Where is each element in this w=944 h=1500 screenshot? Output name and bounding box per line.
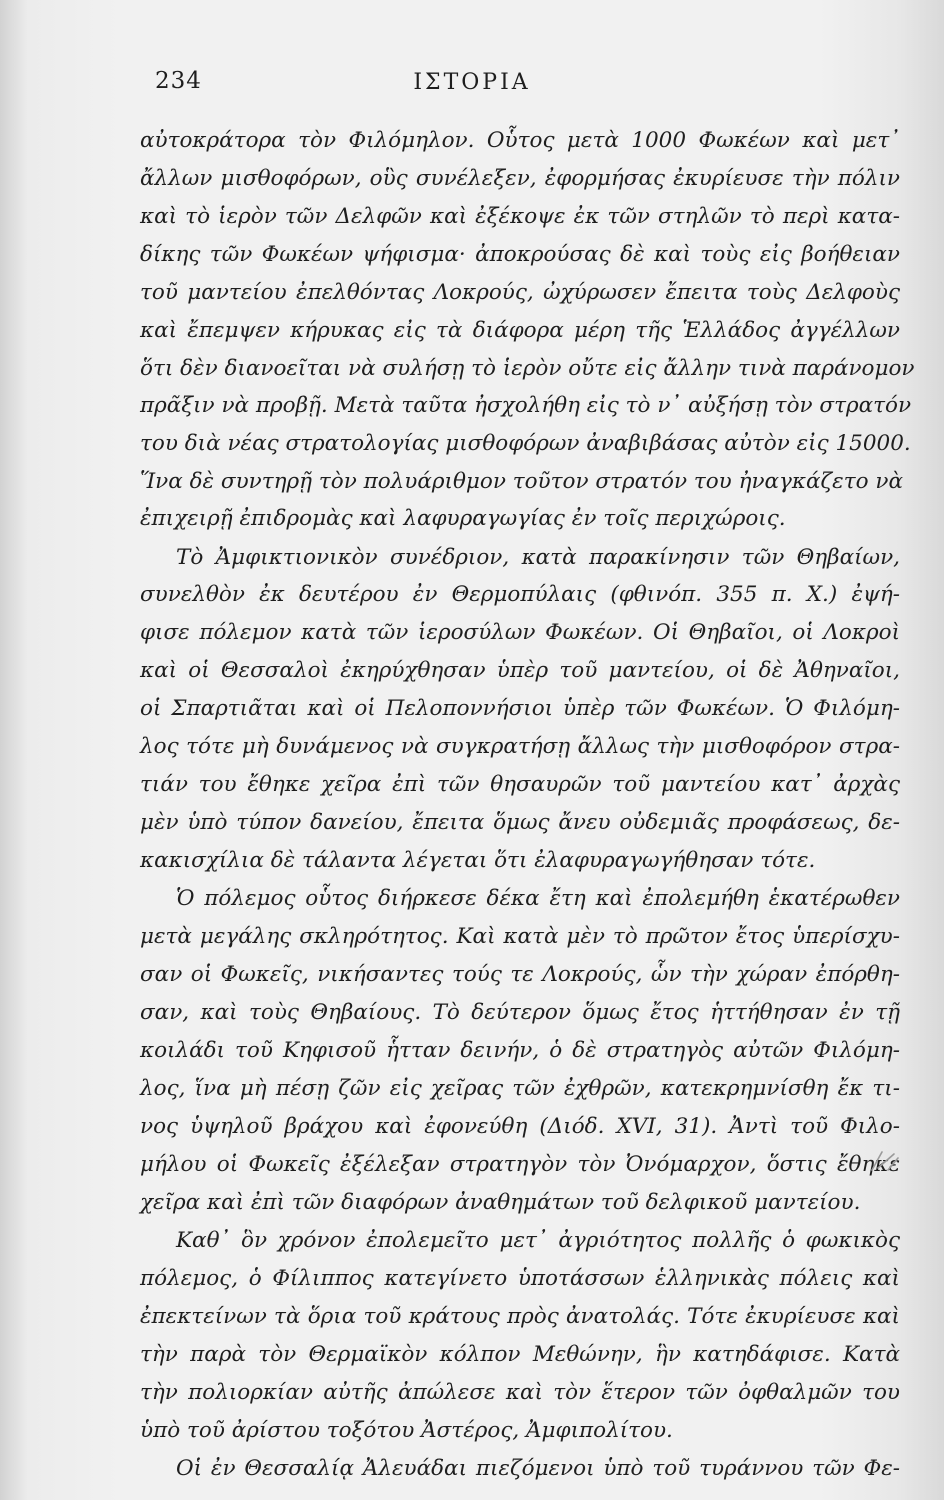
- text-line: μετὰ μεγάλης σκληρότητος. Καὶ κατὰ μὲν τὸ πρῶτον ἔτος ὑπερίσχυ-: [140, 924, 900, 949]
- text-line: μήλου οἱ Φωκεῖς ἐξέλεξαν στρατηγὸν τὸν Ὀνόμαρχον, ὅστις ἔθηκε: [140, 1152, 900, 1177]
- pencil-mark-icon: [868, 1148, 902, 1174]
- page-number: 234: [155, 68, 202, 94]
- text-line: Τὸ Ἀμφικτιονικὸν συνέδριον, κατὰ παρακίνησιν τῶν Θηβαίων,: [176, 545, 900, 570]
- text-line: τοῦ μαντείου ἐπελθόντας Λοκρούς, ὠχύρωσεν ἔπειτα τοὺς Δελφοὺς: [140, 280, 900, 305]
- text-line: σαν, καὶ τοὺς Θηβαίους. Τὸ δεύτερον ὅμως ἔτος ἡττήθησαν ἐν τῇ: [140, 1000, 900, 1025]
- text-line: πόλεμος, ὁ Φίλιππος κατεγίνετο ὑποτάσσων ἑλληνικὰς πόλεις καὶ: [140, 1266, 900, 1291]
- text-line: καὶ ἔπεμψεν κήρυκας εἰς τὰ διάφορα μέρη τῆς Ἑλλάδος ἀγγέλλων: [140, 318, 900, 343]
- text-line: του διὰ νέας στρατολογίας μισθοφόρων ἀναβιβάσας αὐτὸν εἰς 15000.: [140, 431, 911, 456]
- text-line: ἐπεκτείνων τὰ ὅρια τοῦ κράτους πρὸς ἀνατολάς. Τότε ἐκυρίευσε καὶ: [140, 1304, 900, 1329]
- text-line: πρᾶξιν νὰ προβῇ. Μετὰ ταῦτα ἠσχολήθη εἰς τὸ ν᾿ αὐξήσῃ τὸν στρατόν: [140, 393, 912, 418]
- text-line: Ὁ πόλεμος οὗτος διήρκεσε δέκα ἔτη καὶ ἐπολεμήθη ἑκατέρωθεν: [176, 886, 900, 911]
- text-line: νος ὑψηλοῦ βράχου καὶ ἐφονεύθη (Διόδ. XVI, 31). Ἀντὶ τοῦ Φιλο-: [140, 1114, 900, 1139]
- text-line: κοιλάδι τοῦ Κηφισοῦ ἧτταν δεινήν, ὁ δὲ στρατηγὸς αὐτῶν Φιλόμη-: [140, 1038, 900, 1063]
- text-line: μὲν ὑπὸ τύπον δανείου, ἔπειτα ὅμως ἄνευ οὐδεμιᾶς προφάσεως, δε-: [140, 810, 900, 835]
- text-line: αὐτοκράτορα τὸν Φιλόμηλον. Οὗτος μετὰ 1000 Φωκέων καὶ μετ᾿: [140, 128, 900, 153]
- text-line: λος, ἵνα μὴ πέσῃ ζῶν εἰς χεῖρας τῶν ἐχθρῶν, κατεκρημνίσθη ἔκ τι-: [140, 1076, 900, 1101]
- text-line: κακισχίλια δὲ τάλαντα λέγεται ὅτι ἐλαφυραγωγήθησαν τότε.: [140, 848, 816, 873]
- text-line: Οἱ ἐν Θεσσαλίᾳ Ἀλευάδαι πιεζόμενοι ὑπὸ τοῦ τυράννου τῶν Φε-: [176, 1456, 900, 1481]
- text-line: σαν οἱ Φωκεῖς, νικήσαντες τούς τε Λοκρούς, ὧν τὴν χώραν ἐπόρθη-: [140, 962, 900, 987]
- text-line: τὴν παρὰ τὸν Θερμαϊκὸν κόλπον Μεθώνην, ἣν κατηδάφισε. Κατὰ: [140, 1342, 900, 1367]
- text-line: Καθ᾿ ὃν χρόνον ἐπολεμεῖτο μετ᾿ ἀγριότητος πολλῆς ὁ φωκικὸς: [176, 1228, 900, 1253]
- text-line: φισε πόλεμον κατὰ τῶν ἱεροσύλων Φωκέων. Οἱ Θηβαῖοι, οἱ Λοκροὶ: [140, 620, 900, 645]
- text-line: τὴν πολιορκίαν αὐτῆς ἀπώλεσε καὶ τὸν ἕτερον τῶν ὀφθαλμῶν του: [140, 1380, 900, 1405]
- running-title: ΙΣΤΟΡΙΑ: [413, 70, 531, 95]
- text-line: ὅτι δὲν διανοεῖται νὰ συλήσῃ τὸ ἱερὸν οὔτε εἰς ἄλλην τινὰ παράνομον: [140, 356, 915, 381]
- text-line: ἄλλων μισθοφόρων, οὓς συνέλεξεν, ἐφορμήσας ἐκυρίευσε τὴν πόλιν: [140, 166, 900, 191]
- text-line: δίκης τῶν Φωκέων ψήφισμα· ἀποκρούσας δὲ καὶ τοὺς εἰς βοήθειαν: [140, 242, 900, 267]
- text-line: χεῖρα καὶ ἐπὶ τῶν διαφόρων ἀναθημάτων τοῦ δελφικοῦ μαντείου.: [140, 1190, 861, 1215]
- text-line: λος τότε μὴ δυνάμενος νὰ συγκρατήσῃ ἄλλως τὴν μισθοφόρον στρα-: [140, 734, 900, 759]
- text-line: οἱ Σπαρτιᾶται καὶ οἱ Πελοποννήσιοι ὑπὲρ τῶν Φωκέων. Ὁ Φιλόμη-: [140, 696, 900, 721]
- text-line: τιάν του ἔθηκε χεῖρα ἐπὶ τῶν θησαυρῶν τοῦ μαντείου κατ᾿ ἀρχὰς: [140, 772, 900, 797]
- text-line: καὶ τὸ ἱερὸν τῶν Δελφῶν καὶ ἐξέκοψε ἐκ τῶν στηλῶν τὸ περὶ κατα-: [140, 204, 900, 229]
- text-line: Ἵνα δὲ συντηρῇ τὸν πολυάριθμον τοῦτον στρατόν του ἠναγκάζετο νὰ: [140, 469, 903, 494]
- text-line: ὑπὸ τοῦ ἀρίστου τοξότου Ἀστέρος, Ἀμφιπολίτου.: [140, 1418, 673, 1443]
- text-line: καὶ οἱ Θεσσαλοὶ ἐκηρύχθησαν ὑπὲρ τοῦ μαντείου, οἱ δὲ Ἀθηναῖοι,: [140, 658, 900, 683]
- text-line: ἐπιχειρῇ ἐπιδρομὰς καὶ λαφυραγωγίας ἐν τοῖς περιχώροις.: [140, 506, 786, 531]
- text-line: συνελθὸν ἐκ δευτέρου ἐν Θερμοπύλαις (φθινόπ. 355 π. Χ.) ἐψή-: [140, 582, 900, 607]
